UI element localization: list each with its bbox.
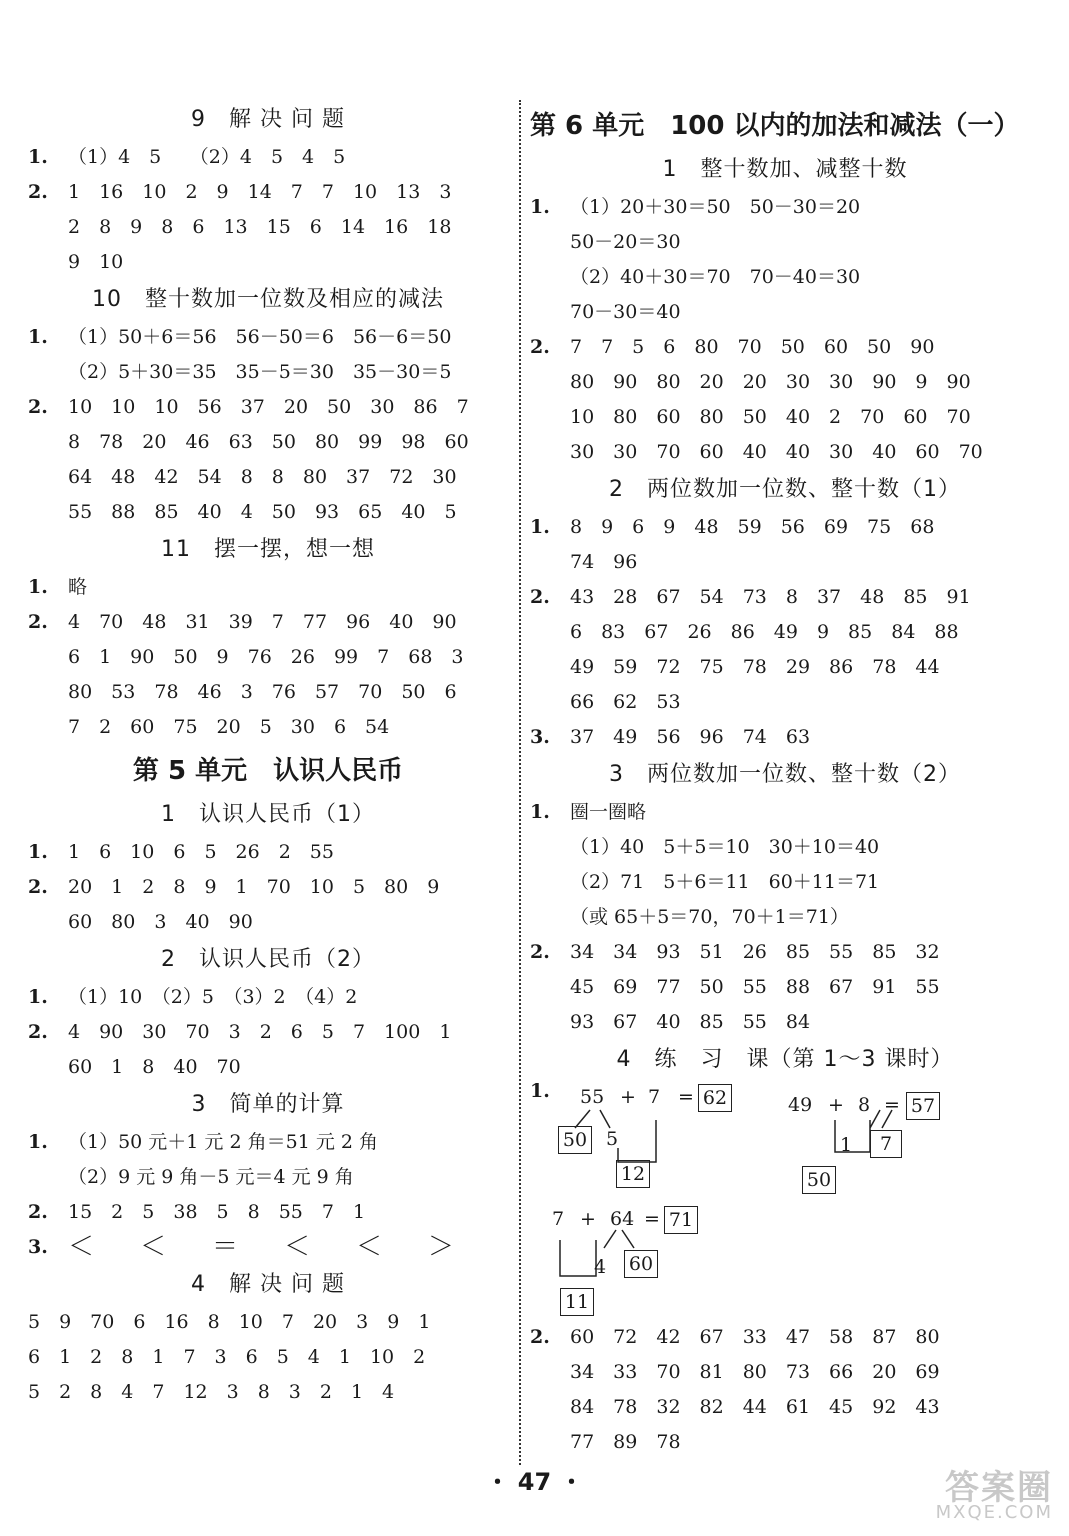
plus-sign: + — [580, 1208, 596, 1230]
unit-title: 第 5 单元 认识人民币 — [132, 756, 404, 786]
item-number: 2. — [28, 1021, 48, 1043]
answer-line: （1）40 5＋5＝10 30＋10＝40 — [570, 836, 880, 858]
answer-item — [28, 1125, 508, 1160]
answer-line: 5 2 8 4 7 12 3 8 3 2 1 4 — [28, 1381, 395, 1403]
watermark-url: MXQE.COM — [935, 1502, 1053, 1523]
answer-text: （1）10 （2）5 （3）2 （4）2 — [68, 986, 358, 1008]
section-title: 1 认识人民币（1） — [161, 802, 375, 827]
item-number: 1. — [28, 146, 48, 168]
answer-line: 6 1 90 50 9 76 26 99 7 68 3 — [68, 646, 464, 668]
equals-sign: = — [884, 1094, 900, 1116]
answer-text: 1 16 10 2 9 14 7 7 10 13 3 — [68, 181, 452, 203]
answer-line: 45 69 77 50 55 88 67 91 55 — [570, 976, 940, 998]
item-number: 1. — [530, 196, 550, 218]
answer-text: （1）4 5 （2）4 5 4 5 — [68, 146, 346, 168]
answer-item — [28, 570, 508, 605]
answer-line: 34 33 70 81 80 73 66 20 69 — [570, 1361, 940, 1383]
answer-item — [28, 320, 508, 355]
addend-b: 8 — [858, 1094, 871, 1116]
answer-text: 20 1 2 8 9 1 70 10 5 80 9 — [68, 876, 440, 898]
item-number: 2. — [28, 611, 48, 633]
split-box: 50 — [558, 1126, 592, 1154]
answer-text: 1 6 10 6 5 26 2 55 — [68, 841, 334, 863]
sum-box: 50 — [802, 1166, 836, 1194]
answer-line: 9 10 — [68, 251, 124, 273]
answer-item — [530, 795, 1040, 830]
answer-text: ＜ ＜ ＝ ＜ ＜ ＞ — [68, 1232, 465, 1262]
answer-line: （2）40＋30＝70 70－40＝30 — [570, 266, 861, 288]
item-number: 2. — [530, 336, 550, 358]
answer-line: 70－30＝40 — [570, 301, 681, 323]
answer-line: 49 59 72 75 78 29 86 78 44 — [570, 656, 940, 678]
result-box: 57 — [906, 1092, 940, 1120]
answer-text: 15 2 5 38 5 8 55 7 1 — [68, 1201, 366, 1223]
section-title: 4 练 习 课（第 1～3 课时） — [616, 1047, 954, 1072]
answer-line: 74 96 — [570, 551, 638, 573]
section-title: 3 两位数加一位数、整十数（2） — [609, 762, 961, 787]
answer-line: 66 62 53 — [570, 691, 681, 713]
answer-line: 80 90 80 20 20 30 30 90 9 90 — [570, 371, 971, 393]
answer-item — [28, 175, 508, 210]
answer-item — [28, 390, 508, 425]
item-number: 2. — [530, 1326, 550, 1348]
item-number: 2. — [28, 1201, 48, 1223]
answer-line: 8 78 20 46 63 50 80 99 98 60 — [68, 431, 469, 453]
answer-item — [530, 1320, 1040, 1355]
addend-a: 7 — [552, 1208, 565, 1230]
page-number: ・ 47 ・ — [485, 1468, 584, 1496]
split-box: 60 — [624, 1250, 658, 1278]
addend-a: 55 — [580, 1086, 605, 1108]
answer-item — [530, 510, 1040, 545]
section-title: 2 认识人民币（2） — [161, 947, 375, 972]
split-value: 5 — [606, 1128, 619, 1150]
item-number: 3. — [530, 726, 550, 748]
watermark-text: 答案圈 — [945, 1468, 1053, 1508]
answer-item — [530, 935, 1040, 970]
item-number: 1. — [530, 516, 550, 538]
plus-sign: + — [620, 1086, 636, 1108]
result-box: 62 — [698, 1084, 732, 1112]
watermark-logo — [909, 1460, 1059, 1530]
addend-b: 64 — [610, 1208, 635, 1230]
answer-line: 60 80 3 40 90 — [68, 911, 253, 933]
answer-line: 60 1 8 40 70 — [68, 1056, 241, 1078]
item-number: 1. — [28, 576, 48, 598]
connector-lines — [530, 1080, 1030, 1320]
answer-line: 6 83 67 26 86 49 9 85 84 88 — [570, 621, 959, 643]
answer-line: （2）71 5＋6＝11 60＋11＝71 — [570, 871, 880, 893]
item-number: 2. — [530, 941, 550, 963]
answer-item — [28, 870, 508, 905]
answer-text: 4 90 30 70 3 2 6 5 7 100 1 — [68, 1021, 452, 1043]
answer-item — [530, 720, 1040, 755]
unit-title: 第 6 单元 100 以内的加法和减法（一） — [530, 111, 1020, 141]
section-title: 4 解 决 问 题 — [191, 1272, 345, 1297]
plus-sign: + — [828, 1094, 844, 1116]
answer-item — [530, 190, 1040, 225]
answer-line: 55 88 85 40 4 50 93 65 40 5 — [68, 501, 457, 523]
answer-item — [28, 1230, 508, 1265]
section-title: 11 摆一摆，想一想 — [161, 537, 375, 562]
split-value: 1 — [840, 1134, 853, 1156]
item-number: 1. — [530, 801, 550, 823]
answer-line: 7 2 60 75 20 5 30 6 54 — [68, 716, 390, 738]
equals-sign: = — [644, 1208, 660, 1230]
item-number: 1. — [28, 841, 48, 863]
right-column — [530, 100, 1040, 1460]
sum-box: 11 — [560, 1288, 594, 1316]
answer-item — [28, 1015, 508, 1050]
answer-text: （1）50 元＋1 元 2 角＝51 元 2 角 — [68, 1131, 378, 1153]
answer-item — [28, 1195, 508, 1230]
split-box: 7 — [870, 1130, 902, 1158]
decomposition-diagrams — [530, 1080, 1040, 1320]
item-number: 1. — [28, 1131, 48, 1153]
answer-item — [28, 980, 508, 1015]
sum-box: 12 — [616, 1160, 650, 1188]
answer-item — [28, 835, 508, 870]
answer-line: （2）5＋30＝35 35－5＝30 35－30＝5 — [68, 361, 452, 383]
item-number: 2. — [28, 181, 48, 203]
item-number: 2. — [28, 876, 48, 898]
equals-sign: = — [678, 1086, 694, 1108]
answer-text: 37 49 56 96 74 63 — [570, 726, 811, 748]
answer-text: 43 28 67 54 73 8 37 48 85 91 — [570, 586, 971, 608]
answer-line: 80 53 78 46 3 76 57 70 50 6 — [68, 681, 457, 703]
answer-text: 60 72 42 67 33 47 58 87 80 — [570, 1326, 940, 1348]
item-number: 1. — [28, 326, 48, 348]
answer-text: 10 10 10 56 37 20 50 30 86 7 — [68, 396, 469, 418]
answer-item — [530, 330, 1040, 365]
section-title: 2 两位数加一位数、整十数（1） — [609, 477, 961, 502]
answer-line: （2）9 元 9 角－5 元＝4 元 9 角 — [68, 1166, 354, 1188]
answer-line: （或 65＋5＝70，70＋1＝71） — [570, 906, 849, 928]
item-number: 2. — [28, 396, 48, 418]
section-title: 9 解 决 问 题 — [191, 107, 345, 132]
answer-line: 2 8 9 8 6 13 15 6 14 16 18 — [68, 216, 452, 238]
section-title: 1 整十数加、减整十数 — [662, 157, 908, 182]
item-number: 1. — [28, 986, 48, 1008]
section-title: 10 整十数加一位数及相应的减法 — [92, 287, 444, 312]
answer-line: 30 30 70 60 40 40 30 40 60 70 — [570, 441, 983, 463]
answer-line: 77 89 78 — [570, 1431, 681, 1453]
item-number: 3. — [28, 1236, 48, 1258]
answer-text: （1）50＋6＝56 56－50＝6 56－6＝50 — [68, 326, 452, 348]
section-title: 3 简单的计算 — [191, 1092, 345, 1117]
answer-line: 93 67 40 85 55 84 — [570, 1011, 811, 1033]
item-number: 2. — [530, 586, 550, 608]
column-divider — [519, 100, 521, 1465]
answer-text: 略 — [68, 576, 88, 598]
answer-text: 圈一圈略 — [570, 801, 647, 823]
answer-text: 8 9 6 9 48 59 56 69 75 68 — [570, 516, 935, 538]
answer-line: 64 48 42 54 8 8 80 37 72 30 — [68, 466, 457, 488]
answer-text: 4 70 48 31 39 7 77 96 40 90 — [68, 611, 457, 633]
answer-item — [28, 140, 508, 175]
answer-text: 34 34 93 51 26 85 55 85 32 — [570, 941, 940, 963]
answer-text: 7 7 5 6 80 70 50 60 50 90 — [570, 336, 935, 358]
answer-line: 50－20＝30 — [570, 231, 681, 253]
addend-b: 7 — [648, 1086, 661, 1108]
answer-text: （1）20＋30＝50 50－30＝20 — [570, 196, 861, 218]
answer-line: 5 9 70 6 16 8 10 7 20 3 9 1 — [28, 1311, 431, 1333]
left-column — [28, 100, 508, 1410]
addend-a: 49 — [788, 1094, 813, 1116]
answer-line: 84 78 32 82 44 61 45 92 43 — [570, 1396, 940, 1418]
answer-line: 10 80 60 80 50 40 2 70 60 70 — [570, 406, 971, 428]
result-box: 71 — [664, 1206, 698, 1234]
answer-item — [530, 580, 1040, 615]
item-number: 1. — [530, 1080, 550, 1102]
split-value: 4 — [594, 1256, 607, 1278]
answer-item — [28, 605, 508, 640]
answer-line: 6 1 2 8 1 7 3 6 5 4 1 10 2 — [28, 1346, 426, 1368]
